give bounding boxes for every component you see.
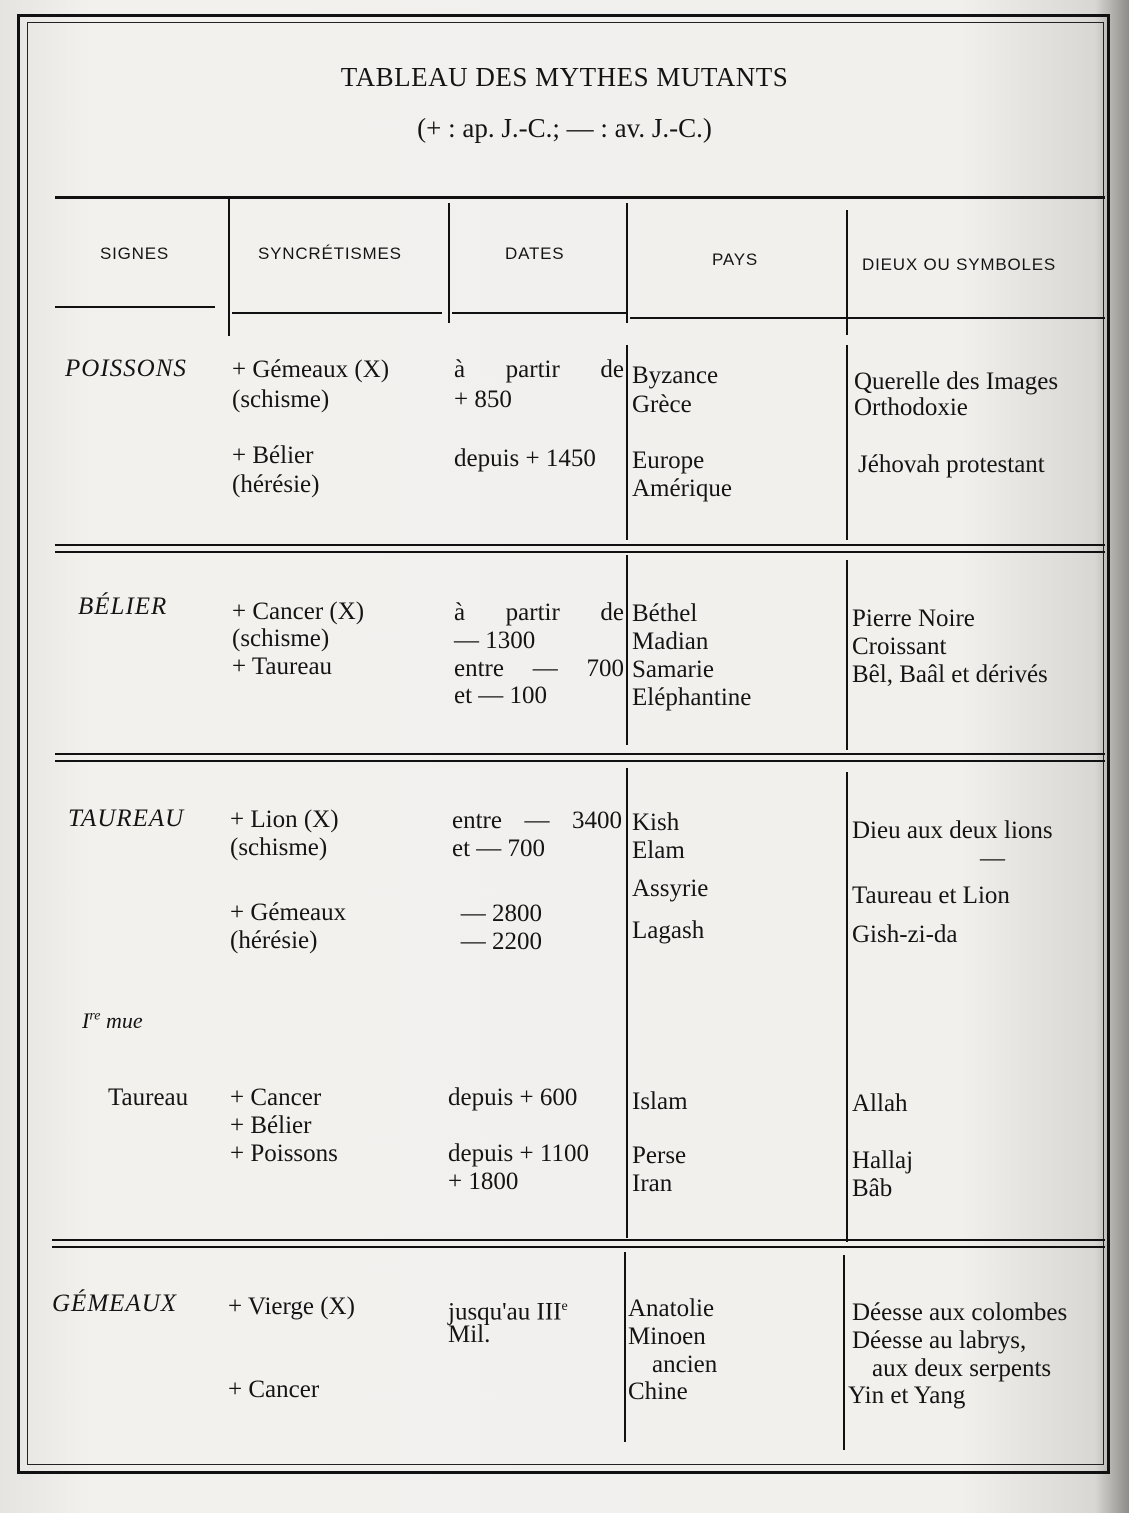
poissons-dieu-3: Jéhovah protestant xyxy=(858,451,1045,478)
poissons-date-1b: + 850 xyxy=(454,386,512,413)
gemeaux-syncretism-1: + Vierge (X) xyxy=(228,1293,355,1320)
belier-dieu-2: Croissant xyxy=(852,633,947,660)
mue-syncretism-2: + Bélier xyxy=(230,1112,312,1139)
poissons-syncretism-2: + Bélier xyxy=(232,442,314,469)
belier-date-2b: et — 100 xyxy=(454,682,548,709)
sign-taureau: TAUREAU xyxy=(68,805,185,832)
taureau-pays-2: Elam xyxy=(632,837,685,864)
table-title: TABLEAU DES MYTHES MUTANTS xyxy=(340,62,789,92)
col-divider-2 xyxy=(448,203,450,323)
taureau-syncretism-2: + Gémeaux xyxy=(230,899,347,926)
poissons-pays-3: Europe xyxy=(632,447,705,474)
gemeaux-dieu-3: aux deux serpents xyxy=(872,1355,1052,1382)
gemeaux-dieux-divider xyxy=(843,1255,845,1450)
poissons-date-2: depuis + 1450 xyxy=(454,445,596,472)
mue-word: mue xyxy=(105,1008,143,1033)
mue-sign-taureau: Taureau xyxy=(108,1084,189,1111)
taureau-syncretism-2-note: (hérésie) xyxy=(230,927,318,954)
header-bottom-rule-2 xyxy=(232,312,442,314)
separator-2a xyxy=(55,753,1105,755)
sign-poissons: POISSONS xyxy=(65,355,187,382)
taureau-pays-3: Assyrie xyxy=(632,875,709,902)
belier-dieu-3: Bêl, Baâl et dérivés xyxy=(852,661,1048,688)
mue-numeral: I xyxy=(82,1008,90,1033)
belier-pays-3: Samarie xyxy=(632,656,714,683)
mue-dieu-3: Bâb xyxy=(852,1175,893,1202)
mue-pays-1: Islam xyxy=(632,1088,688,1115)
belier-syncretism-2: + Taureau xyxy=(232,653,333,680)
gemeaux-pays-3: ancien xyxy=(652,1351,718,1378)
belier-pays-4: Eléphantine xyxy=(632,684,752,711)
belier-date-1b: — 1300 xyxy=(454,627,536,654)
gemeaux-pays-divider xyxy=(624,1252,626,1442)
mue-pays-3: Iran xyxy=(632,1170,673,1197)
taureau-dieu-3: Gish-zi-da xyxy=(852,921,958,948)
belier-dieux-divider xyxy=(846,560,848,750)
gemeaux-syncretism-2: + Cancer xyxy=(228,1376,320,1403)
col-header-pays: PAYS xyxy=(712,250,759,269)
gemeaux-dieu-1: Déesse aux colombes xyxy=(852,1299,1068,1326)
gemeaux-pays-2: Minoen xyxy=(628,1323,706,1350)
taureau-pays-4: Lagash xyxy=(632,917,705,944)
gemeaux-dieu-2: Déesse au labrys, xyxy=(852,1327,1027,1354)
poissons-dieux-divider xyxy=(846,345,848,540)
col-divider-3 xyxy=(626,203,628,323)
gemeaux-date-1a-text: jusqu'au III xyxy=(448,1298,562,1326)
taureau-date-1a: entre — 3400 xyxy=(452,807,622,834)
mue-superscript: re xyxy=(89,1008,101,1024)
poissons-pays-1: Byzance xyxy=(632,362,719,389)
col-header-syncretismes: SYNCRÉTISMES xyxy=(258,244,402,263)
taureau-dieu-2: Taureau et Lion xyxy=(852,882,1010,909)
gemeaux-pays-1: Anatolie xyxy=(628,1295,715,1322)
taureau-dieu-dash: — xyxy=(980,845,1005,872)
belier-syncretism-1: + Cancer (X) xyxy=(232,598,365,625)
col-divider-4 xyxy=(846,210,848,335)
separator-2b xyxy=(55,760,1105,762)
mue-dieu-2: Hallaj xyxy=(852,1147,914,1174)
col-header-signes: SIGNES xyxy=(100,244,170,263)
poissons-pays-divider xyxy=(626,345,628,540)
taureau-date-2a: — 2800 xyxy=(460,900,542,927)
header-bottom-rule-3 xyxy=(452,312,627,314)
col-divider-1 xyxy=(228,198,230,336)
gemeaux-dieu-4: Yin et Yang xyxy=(848,1382,966,1409)
belier-dieu-1: Pierre Noire xyxy=(852,605,975,632)
mue-dieu-1: Allah xyxy=(852,1090,908,1117)
col-header-dieux: DIEUX OU SYMBOLES xyxy=(862,255,1057,274)
poissons-dieu-2: Orthodoxie xyxy=(854,394,968,421)
gemeaux-date-1b: Mil. xyxy=(448,1321,491,1348)
taureau-dieux-divider xyxy=(846,772,848,1242)
poissons-date-1a: à partir de xyxy=(454,356,624,383)
header-bottom-rule-4 xyxy=(630,317,1105,319)
poissons-dieu-1: Querelle des Images xyxy=(854,368,1059,395)
gemeaux-pays-4: Chine xyxy=(628,1378,688,1405)
taureau-syncretism-1: + Lion (X) xyxy=(230,806,339,833)
taureau-pays-1: Kish xyxy=(632,809,680,836)
mue-date-2: depuis + 1100 xyxy=(448,1140,589,1167)
mue-syncretism-3: + Poissons xyxy=(230,1140,338,1167)
first-mue-label xyxy=(82,1008,143,1034)
sign-belier: BÉLIER xyxy=(78,593,168,620)
belier-date-2a: entre — 700 xyxy=(454,655,624,682)
poissons-pays-2: Grèce xyxy=(632,391,692,418)
separator-3a xyxy=(52,1239,1105,1241)
sign-gemeaux: GÉMEAUX xyxy=(52,1290,178,1317)
header-bottom-rule-1 xyxy=(55,306,215,308)
taureau-syncretism-1-note: (schisme) xyxy=(230,834,328,861)
header-top-rule xyxy=(55,196,1105,199)
separator-1a xyxy=(55,544,1105,546)
belier-pays-divider xyxy=(626,555,628,745)
taureau-dieu-1: Dieu aux deux lions xyxy=(852,817,1053,844)
mue-pays-2: Perse xyxy=(632,1142,687,1169)
taureau-date-1b: et — 700 xyxy=(452,835,546,862)
separator-1b xyxy=(55,551,1105,553)
poissons-syncretism-1: + Gémeaux (X) xyxy=(232,356,390,383)
inner-frame xyxy=(27,22,1104,1465)
poissons-syncretism-2-note: (hérésie) xyxy=(232,471,320,498)
mue-syncretism-1: + Cancer xyxy=(230,1084,322,1111)
belier-syncretism-1-note: (schisme) xyxy=(232,625,330,652)
poissons-syncretism-1-note: (schisme) xyxy=(232,386,330,413)
col-header-dates: DATES xyxy=(505,244,565,263)
mue-date-1: depuis + 600 xyxy=(448,1084,578,1111)
mue-date-3: + 1800 xyxy=(448,1168,519,1195)
belier-pays-1: Béthel xyxy=(632,600,698,627)
gemeaux-date-1a-sup: e xyxy=(561,1299,568,1314)
belier-pays-2: Madian xyxy=(632,628,709,655)
table-subtitle: (+ : ap. J.-C.; — : av. J.-C.) xyxy=(417,113,712,143)
taureau-pays-divider xyxy=(626,768,628,1238)
separator-3b xyxy=(52,1246,1105,1248)
taureau-date-2b: — 2200 xyxy=(460,928,542,955)
belier-date-1a: à partir de xyxy=(454,599,624,626)
poissons-pays-4: Amérique xyxy=(632,475,732,502)
